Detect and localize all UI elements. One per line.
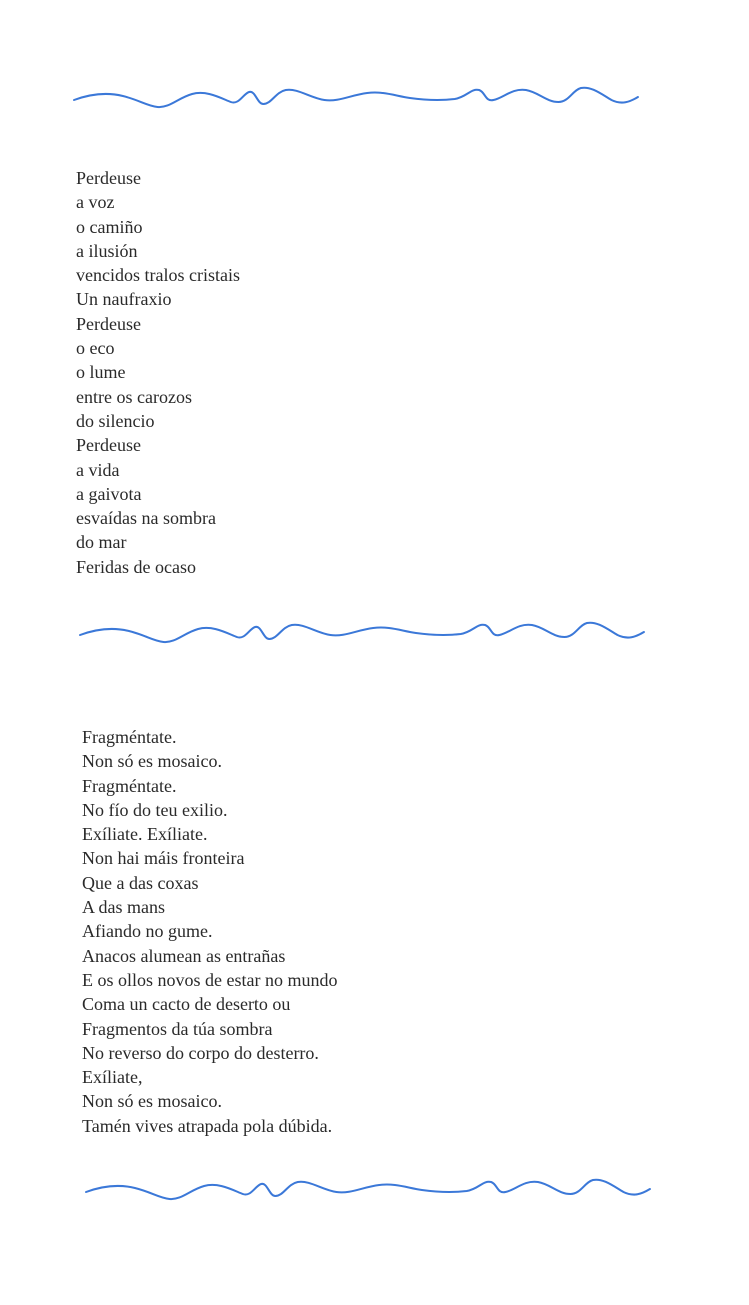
poem-line: a voz (76, 192, 115, 213)
poem-line: Exíliate, (82, 1067, 143, 1088)
poem-line: Non só es mosaico. (82, 1091, 222, 1112)
poem-line: esvaídas na sombra (76, 508, 216, 529)
poem-line: Non hai máis fronteira (82, 848, 245, 869)
poem-line: Perdeuse (76, 313, 141, 334)
poem-line: No fío do teu exilio. (82, 799, 228, 820)
poem-line: a ilusión (76, 240, 138, 261)
poem-line: Feridas de ocaso (76, 556, 196, 577)
poem-line: No reverso do corpo do desterro. (82, 1042, 319, 1063)
poem-line: o camiño (76, 216, 143, 237)
poem-line: Perdeuse (76, 435, 141, 456)
poem-line: Fragméntate. (82, 775, 177, 796)
poem-line: a gaivota (76, 483, 142, 504)
poem-line: Un naufraxio (76, 289, 172, 310)
poem-fragmentate (82, 725, 337, 1138)
poem-perdeuse (76, 166, 240, 579)
wavy-divider-middle-icon (78, 615, 648, 655)
poem-line: a vida (76, 459, 120, 480)
poem-line: Afiando no gume. (82, 921, 213, 942)
poem-line: do silencio (76, 410, 155, 431)
poem-line: Non só es mosaico. (82, 751, 222, 772)
poem-line: Exíliate. Exíliate. (82, 824, 208, 845)
poem-line: Que a das coxas (82, 872, 199, 893)
wavy-divider-bottom-icon (84, 1172, 654, 1212)
poem-line: Fragméntate. (82, 727, 177, 747)
poem-line: E os ollos novos de estar no mundo (82, 969, 338, 990)
poem-line: A das mans (82, 897, 165, 918)
poem-line: Tamén vives atrapada pola dúbida. (82, 1115, 333, 1136)
poem-line: o eco (76, 338, 115, 359)
poem-line: Perdeuse (76, 168, 141, 188)
wavy-divider-top-icon (72, 80, 642, 120)
poem-line: do mar (76, 532, 127, 553)
poem-line: Anacos alumean as entrañas (82, 945, 286, 966)
poem-line: Coma un cacto de deserto ou (82, 994, 291, 1015)
poem-line: entre os carozos (76, 386, 192, 407)
poem-line: vencidos tralos cristais (76, 265, 240, 286)
poem-line: Fragmentos da túa sombra (82, 1018, 273, 1039)
poem-line: o lume (76, 362, 126, 383)
